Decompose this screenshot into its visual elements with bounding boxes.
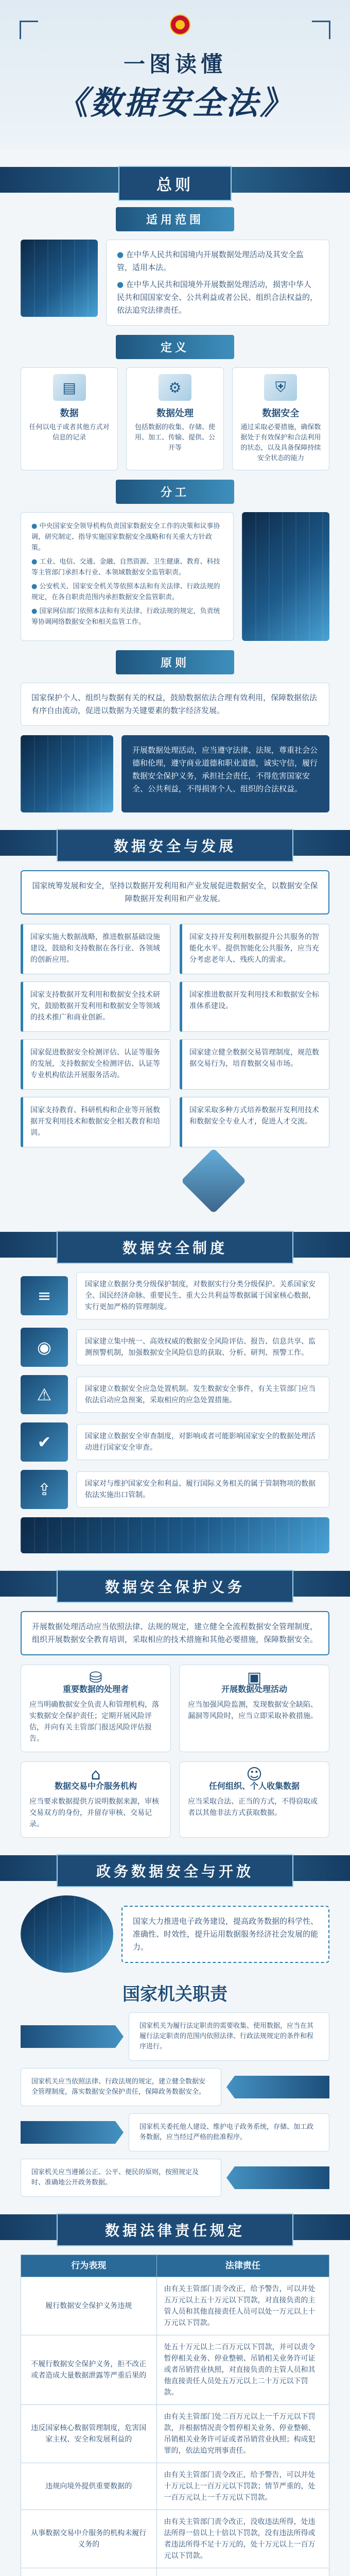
system-item-text: 国家建立集中统一、高效权威的数据安全风险评估、报告、信息共享、监测预警机制，加强数据安全风险信息的获取、分析、研判、预警工作。 (76, 1329, 329, 1365)
division-point: ● 中央国家安全领导机构负责国家数据安全工作的决策和议事协调，研究制定、指导实施国家数据安全战略和有关重大方针政策。 (31, 521, 223, 553)
system-item (21, 1328, 329, 1367)
table-row (21, 2568, 329, 2576)
table-row (21, 2463, 329, 2510)
duty-card (21, 1761, 171, 1838)
division-row (21, 512, 329, 641)
export-icon: ⇪ (21, 1470, 68, 1509)
arrow-right-icon (21, 2121, 124, 2144)
development-item: 国家实施大数据战略，推进数据基础设施建设，鼓励和支持数据在各行业、各领域的创新应用。 (21, 924, 170, 974)
city-network-image (242, 512, 329, 641)
act-cell: 履行数据安全保护义务违规 (21, 2277, 157, 2335)
definition-card-text: 包括数据的收集、存储、使用、加工、传输、提供、公开等 (134, 423, 215, 452)
table-header-row (21, 2255, 329, 2277)
section-banner-system (0, 1227, 350, 1263)
review-icon: ✔ (21, 1422, 68, 1462)
duty-row (21, 1761, 329, 1838)
arrow-right-icon (21, 2025, 124, 2048)
duty-title: 重要数据的处理者 (62, 1684, 129, 1694)
hero-title: 《数据安全法》 (56, 84, 294, 122)
duty-title: 任何组织、个人收集数据 (208, 1781, 300, 1791)
cube-icon (181, 1148, 246, 1213)
system-item (21, 1422, 329, 1462)
liability-table (21, 2255, 329, 2576)
system-item (21, 1272, 329, 1319)
penalty-cell: 由有关主管部门责令改正，给予警告，可以并处十万元以上一百万元以下罚款；情节严重的，处一百万元以上一千万元以下罚款。 (156, 2463, 329, 2510)
system-item (21, 1375, 329, 1414)
data-globe-image (21, 240, 98, 317)
section-banner-general (0, 162, 350, 198)
development-item: 国家支持教育、科研机构和企业等开展数据开发利用技术和数据安全相关教育和培训。 (21, 1097, 170, 1147)
data-stream-image (21, 1517, 329, 1553)
agency-duty-row (21, 2159, 329, 2197)
arrow-left-icon (226, 2166, 329, 2189)
penalty-cell: 处五十万元以上二百万元以下罚款，并可以责令暂停相关业务、停业整顿、吊销相关业务许可证或者吊销营业执照，对直接负责的主管人员和其他直接责任人员处五万元以上二十万元以下罚款。 (156, 2335, 329, 2405)
scope-point: ● 在中华人民共和国境外开展数据处理活动，损害中华人民共和国国家安全、公共利益或者公民、组织合法权益的，依法追究法律责任。 (117, 278, 319, 317)
agency-duty-row (21, 2068, 329, 2106)
protection-section (0, 1611, 350, 1838)
hero (0, 0, 350, 149)
table-row (21, 2510, 329, 2568)
scope-point: ● 在中华人民共和国境内开展数据处理活动及其安全监管，适用本法。 (117, 248, 319, 274)
system-section (0, 1272, 350, 1553)
hand-network-image (21, 735, 113, 812)
duty-text: 应当加强风险监测，发现数据安全缺陷、漏洞等风险时，应当立即采取补救措施。 (188, 1701, 318, 1720)
act-cell: 违规向境外提供重要数据的 (21, 2463, 157, 2510)
corner-decoration (20, 21, 38, 39)
development-intro: 国家统筹发展和安全，坚持以数据开发利用和产业发展促进数据安全，以数据安全保障数据开发利用和产业发展。 (21, 870, 329, 914)
section-banner-liability (0, 2209, 350, 2245)
cube-decoration (21, 1147, 329, 1214)
institution-icon: ⌂ (91, 1766, 101, 1784)
alert-icon: ⚠ (21, 1375, 68, 1414)
development-grid (21, 924, 329, 1147)
system-item (21, 1470, 329, 1509)
system-item-text: 国家建立数据安全应急处置机制。发生数据安全事件，有关主管部门应当依法启动应急预案，采取相应的应急处置措施。 (76, 1377, 329, 1413)
development-item: 国家促进数据安全检测评估、认证等服务的发展，支持数据安全检测评估、认证等专业机构依法开展服务活动。 (21, 1039, 170, 1090)
corner-decoration (312, 21, 330, 39)
police-emblem-icon (170, 14, 190, 35)
agency-title: 国家机关职责 (122, 1984, 227, 2005)
principle-point: 开展数据处理活动，应当遵守法律、法规，尊重社会公德和伦理，遵守商业道德和职业道德，诚实守信，履行数据安全保护义务，承担社会责任，不得危害国家安全、公共利益，不得损害个人、组织的合法权益。 (132, 745, 318, 793)
penalty-cell: 由有关主管部门责令改正，给予警告，可以并处五万元以上五十万元以下罚款，对直接负责的主管人员和其他直接责任人员可以处一万元以上十万元以下罚款。 (156, 2277, 329, 2335)
development-item: 国家支持数据开发利用和数据安全技术研究，鼓励数据开发利用和数据安全等领域的技术推广和商业创新。 (21, 981, 170, 1032)
definition-cards (21, 367, 329, 470)
division-panel (21, 512, 234, 641)
division-point: ● 工业、电信、交通、金融、自然资源、卫生健康、教育、科技等主管部门承担本行业、本领域数据安全监管职责。 (31, 556, 223, 578)
scope-subhead: 适用范围 (116, 207, 234, 231)
agency-duty-text: 国家机关委托他人建设、维护电子政务系统，存储、加工政务数据，应当经过严格的批准程序。 (129, 2113, 329, 2151)
government-intro: 国家大力推进电子政务建设，提高政务数据的科学性、准确性、时效性，提升运用数据服务经济社会发展的能力。 (121, 1906, 329, 1963)
division-subhead: 分工 (116, 480, 234, 504)
definition-card (126, 367, 223, 470)
table-row (21, 2277, 329, 2335)
government-section (0, 1895, 350, 2197)
column-header: 法律责任 (156, 2255, 329, 2277)
principle-dark-panel (121, 735, 329, 812)
monitor-icon: ◉ (21, 1328, 68, 1367)
agency-duty-text: 国家机关应当遵循公正、公平、便民的原则，按照规定及时、准确地公开政务数据。 (21, 2159, 221, 2197)
hero-subtitle: 一图读懂 (123, 52, 226, 77)
section-title: 数据安全保护义务 (57, 1570, 293, 1603)
definition-card-title: 数据安全 (262, 408, 300, 419)
definition-card-title: 数据处理 (156, 408, 194, 419)
agency-duty-row (21, 2012, 329, 2061)
development-item: 国家采取多种方式培养数据开发利用技术和数据安全专业人才，促进人才交流。 (180, 1097, 329, 1147)
definition-card-title: 数据 (60, 408, 79, 419)
act-cell: 不履行数据安全保护义务，拒不改正或者造成大量数据泄露等严重后果的 (21, 2335, 157, 2405)
liability-section (0, 2255, 350, 2576)
arrow-left-icon (226, 2076, 329, 2098)
database-icon: ⛁ (89, 1669, 102, 1687)
agency-duty-row (21, 2113, 329, 2151)
penalty-cell: 由有关主管部门责令改正，没收违法所得，处违法所得一倍以上十倍以下罚款，没有违法所得或者违法所得不足十万元的，处十万元以上一百万元以下罚款。 (156, 2510, 329, 2568)
section-banner-government (0, 1850, 350, 1886)
division-point: ● 公安机关、国家安全机关等依照本法和有关法律、行政法规的规定，在各自职责范围内承担数据安全监管职责。 (31, 581, 223, 603)
layers-icon: ≡ (21, 1276, 68, 1315)
development-item: 国家推进数据开发利用技术和数据安全标准体系建设。 (180, 981, 329, 1032)
definition-subhead: 定义 (116, 335, 234, 359)
principle-subhead: 原则 (116, 650, 234, 674)
column-header: 行为表现 (21, 2255, 157, 2277)
section-title: 数据法律责任规定 (57, 2213, 293, 2246)
section-title: 政务数据安全与开放 (57, 1854, 293, 1887)
users-icon: ☺ (246, 1766, 262, 1784)
definition-card-text: 任何以电子或者其他方式对信息的记录 (29, 423, 110, 442)
duty-text: 应当采取合法、正当的方式，不得窃取或者以其他非法方式获取数据。 (188, 1798, 318, 1817)
development-item: 国家建立健全数据交易管理制度，规范数据交易行为，培育数据交易市场。 (180, 1039, 329, 1090)
monitor-icon: ▣ (247, 1669, 262, 1687)
development-item: 国家支持开发利用数据提升公共服务的智能化水平。提供智能化公共服务，应当充分考虑老年人、残疾人的需求。 (180, 924, 329, 974)
act-cell: 违反国家核心数据管理制度，危害国家主权、安全和发展利益的 (21, 2405, 157, 2463)
government-intro-row (21, 1895, 329, 1973)
globe-image (21, 1895, 113, 1973)
penalty-cell (156, 2568, 329, 2576)
duty-row (21, 1665, 329, 1752)
section-banner-development (0, 825, 350, 861)
duty-text: 应当要求数据提供方说明数据来源，审核交易双方的身份，并留存审核、交易记录。 (29, 1798, 159, 1828)
section-banner-protection (0, 1566, 350, 1602)
duty-title: 数据交易中介服务机构 (54, 1781, 137, 1791)
development-section (0, 870, 350, 1214)
table-row (21, 2405, 329, 2463)
duty-card (179, 1761, 329, 1838)
agency-duty-text: 国家机关为履行法定职责的需要收集、使用数据，应当在其履行法定职责的范围内依照法律、行政法规规定的条件和程序进行。 (129, 2012, 329, 2061)
scope-panel (106, 240, 329, 326)
definition-card (232, 367, 329, 470)
duty-title: 开展数据处理活动 (221, 1684, 287, 1694)
duty-text: 应当明确数据安全负责人和管理机构，落实数据安全保护责任；定期开展风险评估，并向有关主管部门报送风险评估报告。 (29, 1701, 159, 1743)
act-cell: 从事数据交易中介服务的机构未履行义务的 (21, 2510, 157, 2568)
general-section (0, 207, 350, 812)
principle-panel (21, 683, 329, 726)
definition-card-text: 通过采取必要措施，确保数据处于有效保护和合法利用的状态，以及具备保障持续安全状态的能力 (240, 423, 321, 462)
duty-card (21, 1665, 171, 1752)
section-title: 总则 (118, 166, 232, 201)
system-item-text: 国家对与维护国家安全和利益、履行国际义务相关的属于管制物项的数据依法实施出口管制。 (76, 1471, 329, 1507)
act-cell (21, 2568, 157, 2576)
duty-card (179, 1665, 329, 1752)
system-item-text: 国家建立数据安全审查制度，对影响或者可能影响国家安全的数据处理活动进行国家安全审查。 (76, 1424, 329, 1460)
section-title: 数据安全与发展 (57, 829, 293, 862)
principle-point: 国家保护个人、组织与数据有关的权益，鼓励数据依法合理有效利用，保障数据依法有序自由流动，促进以数据为关键要素的数字经济发展。 (31, 693, 318, 715)
definition-card (21, 367, 118, 470)
shield-icon: ⛨ (264, 374, 297, 401)
scope-row (21, 240, 329, 326)
agency-duty-text: 国家机关应当依照法律、行政法规的规定，建立健全数据安全管理制度，落实数据安全保护责任，保障政务数据安全。 (21, 2068, 221, 2106)
penalty-cell: 由有关主管部门处二百万元以上一千万元以下罚款，并根据情况责令暂停相关业务、停业整顿、吊销相关业务许可证或者吊销营业执照；构成犯罪的，依法追究刑事责任。 (156, 2405, 329, 2463)
protection-intro: 开展数据处理活动应当依照法律、法规的规定，建立健全全流程数据安全管理制度，组织开展数据安全教育培训，采取相应的技术措施和其他必要措施，保障数据安全。 (21, 1611, 329, 1655)
processing-icon: ⚙ (159, 374, 191, 401)
system-item-text: 国家建立数据分类分级保护制度，对数据实行分类分级保护。关系国家安全、国民经济命脉、重要民生、重大公共利益等数据属于国家核心数据，实行更加严格的管理制度。 (76, 1272, 329, 1319)
principle-row (21, 735, 329, 812)
table-row (21, 2335, 329, 2405)
document-icon: ▤ (53, 374, 86, 401)
section-title: 数据安全制度 (57, 1231, 293, 1264)
division-point: ● 国家网信部门依照本法和有关法律、行政法规的规定，负责统筹协调网络数据安全和相关监管工作。 (31, 606, 223, 628)
